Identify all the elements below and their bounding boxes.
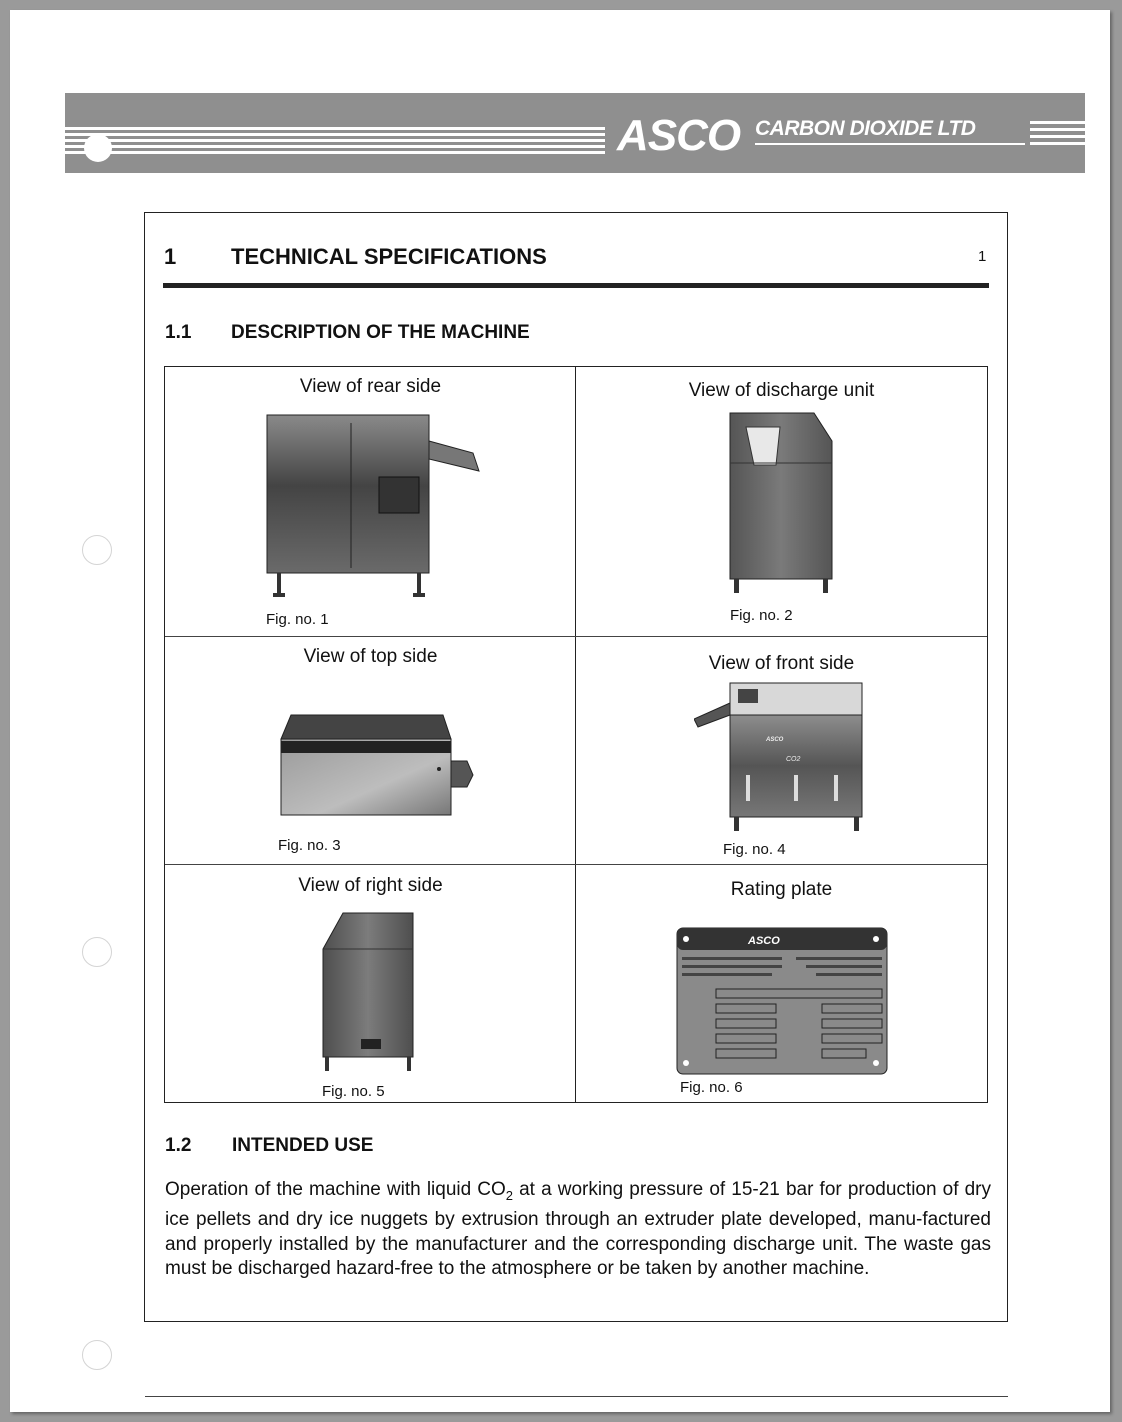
intended-use-paragraph: Operation of the machine with liquid $CO_2$ at a working pressure of 15-21 bar for production of dry ice pellets and dry ice nuggets by extrusion through an extruder plate developed, manu-factured and properly installed by the manufacturer and the corresponding discharge unit. The waste gas must be discharged hazard-free to the atmosphere or be taken by another machine. bbox=[165, 1179, 991, 1280]
footer-rule bbox=[145, 1396, 1008, 1397]
section-title: TECHNICAL SPECIFICATIONS bbox=[231, 244, 547, 269]
section-number: 1 bbox=[164, 244, 177, 269]
machine-top-photo bbox=[273, 711, 483, 821]
punch-hole bbox=[82, 535, 112, 565]
figure-cell bbox=[576, 367, 987, 636]
brand-logo: ASCO bbox=[617, 111, 741, 160]
figure-label: Fig. no. 1 bbox=[266, 611, 329, 628]
figure-caption: View of front side bbox=[708, 653, 855, 674]
machine-rear-photo bbox=[263, 413, 483, 603]
figure-label: Fig. no. 3 bbox=[278, 837, 341, 854]
machine-front-photo bbox=[694, 679, 874, 839]
figure-label: Fig. no. 4 bbox=[723, 841, 786, 858]
subsection-number: 1.2 bbox=[165, 1135, 192, 1156]
subsection-number: 1.1 bbox=[165, 322, 192, 343]
figure-cell bbox=[165, 637, 575, 864]
document-page bbox=[10, 10, 1110, 1412]
figure-cell bbox=[576, 637, 987, 864]
punch-hole bbox=[82, 937, 112, 967]
subsection-title: DESCRIPTION OF THE MACHINE bbox=[231, 322, 530, 343]
figure-cell bbox=[165, 865, 575, 1102]
figure-caption: Rating plate bbox=[730, 879, 833, 900]
figure-label: Fig. no. 6 bbox=[680, 1079, 743, 1096]
company-banner bbox=[65, 93, 1085, 173]
figure-caption: View of discharge unit bbox=[688, 380, 875, 401]
machine-right-photo bbox=[319, 909, 429, 1079]
svg-text:ASCO: ASCO bbox=[766, 737, 784, 743]
svg-text:ASCO: ASCO bbox=[748, 935, 780, 947]
svg-text:CO2: CO2 bbox=[786, 756, 801, 763]
figure-label: Fig. no. 5 bbox=[322, 1083, 385, 1100]
brand-subtitle: CARBON DIOXIDE LTD bbox=[755, 117, 976, 140]
figure-caption: View of top side bbox=[303, 646, 438, 667]
figure-caption: View of right side bbox=[298, 875, 443, 896]
page-number: 1 bbox=[978, 248, 987, 265]
subsection-title: INTENDED USE bbox=[232, 1135, 374, 1156]
figure-cell bbox=[165, 367, 575, 636]
section-rule bbox=[163, 283, 989, 288]
figure-caption: View of rear side bbox=[299, 376, 442, 397]
figure-table bbox=[164, 366, 988, 1103]
figure-cell bbox=[576, 865, 987, 1102]
rating-plate-photo bbox=[676, 927, 890, 1077]
discharge-unit-photo bbox=[726, 411, 846, 601]
figure-label: Fig. no. 2 bbox=[730, 607, 793, 624]
punch-hole bbox=[82, 1340, 112, 1370]
